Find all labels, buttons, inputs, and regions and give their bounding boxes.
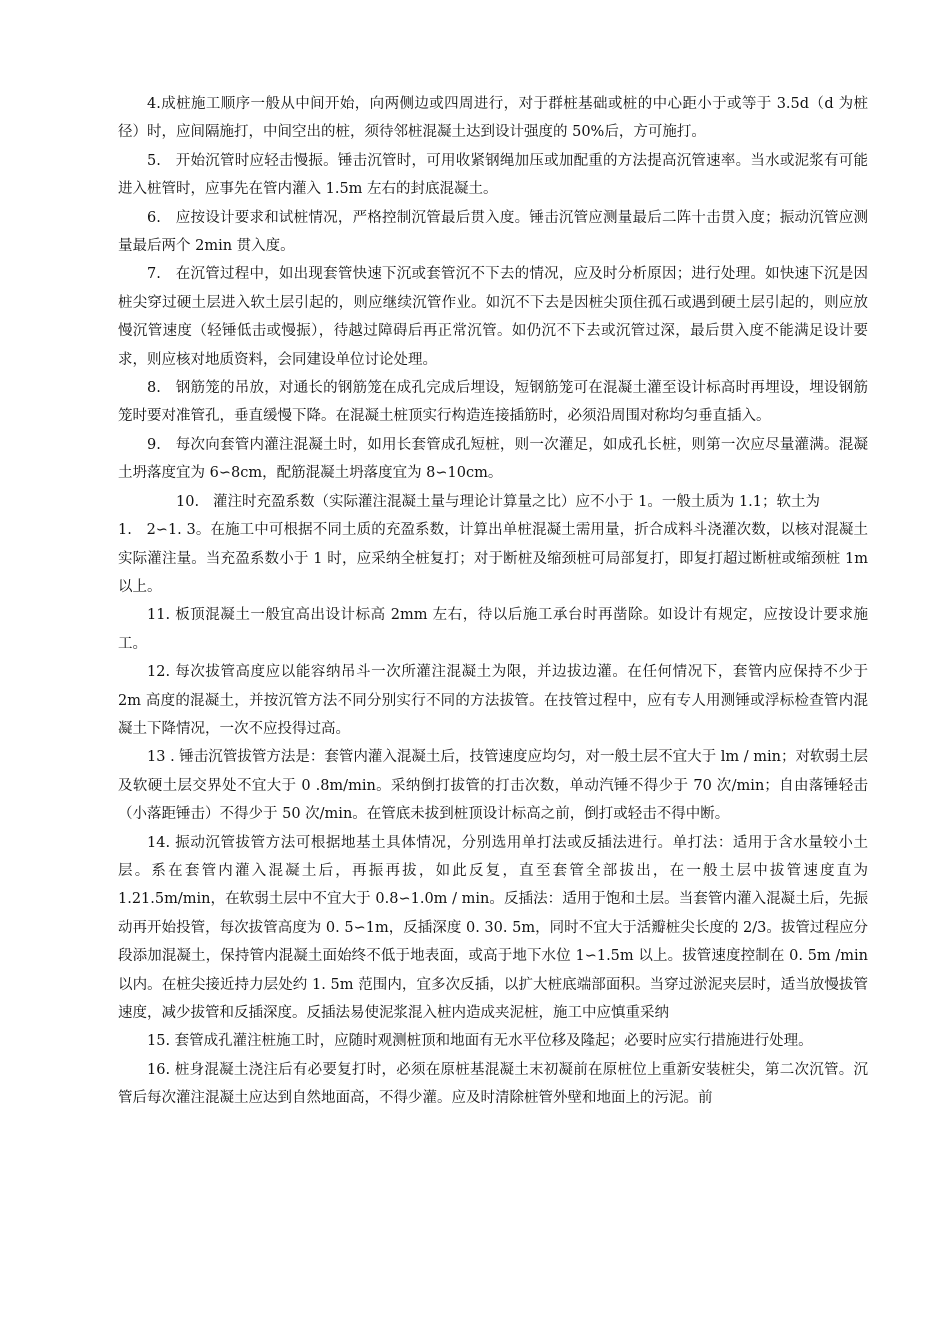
paragraph-16: 16. 桩身混凝土浇注后有必要复打时，必须在原桩基混凝土末初凝前在原桩位上重新安装桩尖，第二次沉管。沉管后每次灌注混凝土应达到自然地面高，不得少灌。应及时清除桩管外壁和地面上的污泥。前 bbox=[118, 1061, 868, 1107]
paragraph-13: 13 . 锤击沉管拔管方法是：套管内灌入混凝土后，技管速度应均匀，对一般土层不宜大于 lm / min；对软弱土层及软硬土层交界处不宜大于 0 .8m/min。采纳倒打拔管的打击次数，单动汽锤不得少于 70 次/min；自由落锤轻击（小落距锤击）不得少于 50 次/min。在管底未拔到桩顶设计标高之前，倒打或轻击不得中断。 bbox=[118, 749, 868, 823]
paragraph-10-number: 10. bbox=[176, 493, 200, 510]
document-body bbox=[118, 90, 868, 1113]
paragraph-9: 9. 每次向套管内灌注混凝土时，如用长套管成孔短桩，则一次灌足，如成孔长桩，则第一次应尽量灌满。混凝土坍落度宜为 6∽8cm，配筋混凝土坍落度宜为 8∽10cm。 bbox=[118, 436, 868, 482]
paragraph-15: 15. 套管成孔灌注桩施工时，应随时观测桩顶和地面有无水平位移及隆起；必要时应实行措施进行处理。 bbox=[147, 1033, 813, 1050]
paragraph-10-body: 1. 2∽1. 3。在施工中可根据不同土质的充盈系数，计算出单桩混凝土需用量，折合成料斗浇灌次数，以核对混凝土实际灌注量。当充盈系数小于 1 时，应采纳全桩复打；对于断桩及缩颈桩可局部复打，即复打超过断桩或缩颈桩 1m 以上。 bbox=[118, 522, 868, 595]
paragraph-7: 7. 在沉管过程中，如出现套管快速下沉或套管沉不下去的情况，应及时分析原因；进行处理。如快速下沉是因桩尖穿过硬土层进入软土层引起的，则应继续沉管作业。如沉不下去是因桩尖顶住孤石或遇到硬土层引起的，则应放慢沉管速度（轻锤低击或慢振），待越过障碍后再正常沉管。如仍沉不下去或沉管过深，最后贯入度不能满足设计要求，则应核对地质资料，会同建设单位讨论处理。 bbox=[118, 266, 868, 368]
paragraph-5: 5. 开始沉管时应轻击慢振。锤击沉管时，可用收紧钢绳加压或加配重的方法提高沉管速率。当水或泥浆有可能进入桩管时，应事先在管内灌入 1.5m 左右的封底混凝土。 bbox=[118, 152, 868, 198]
paragraph-10-head-text: 灌注时充盈系数（实际灌注混凝土量与理论计算量之比）应不小于 1。一般土质为 1.1；软土为 bbox=[213, 493, 820, 510]
paragraph-10 bbox=[118, 488, 868, 602]
paragraph-11: 11. 板顶混凝土一般宜高出设计标高 2mm 左右，待以后施工承台时再凿除。如设计有规定，应按设计要求施工。 bbox=[118, 607, 868, 652]
paragraph-4: 4.成桩施工顺序一般从中间开始，向两侧边或四周进行，对于群桩基础或桩的中心距小于或等于 3.5d（d 为桩径）时，应间隔施打，中间空出的桩，须待邻桩混凝土达到设计强度的 50%后，方可施打。 bbox=[118, 96, 868, 141]
paragraph-14: 14. 振动沉管拔管方法可根据地基土具体情况，分别选用单打法或反插法进行。单打法：适用于含水量较小土层。系在套管内灌入混凝土后，再振再拔，如此反复，直至套管全部拔出，在一般土层中拔管速度直为 1.21.5m/min，在软弱土层中不宜大于 0.8∽1.0m / min。反插法：适用于饱和土层。当套管内灌入混凝土后，先振动再开始投管，每次拔管高度为 0. 5∽1m，反插深度 0. 30. 5m，同时不宜大于活瓣桩尖长度的 2/3。拔管过程应分段添加混凝土，保持管内混凝土面始终不低于地表面，或高于地下水位 1∽1.5m 以上。拔管速度控制在 0. 5m /min 以内。在桩尖接近持力层处约 1. 5m 范围内，宜多次反插，以扩大桩底端部面积。当穿过淤泥夹层时，适当放慢拔管速度，减少拔管和反插深度。反插法易使泥浆混入桩内造成夹泥桩，施工中应慎重采纳 bbox=[118, 834, 868, 1021]
paragraph-12: 12. 每次拔管高度应以能容纳吊斗一次所灌注混凝土为限，并边拔边灌。在任何情况下，套管内应保持不少于 2m 高度的混凝土，并按沉管方法不同分别实行不同的方法拔管。在技管过程中，应有专人用测锤或浮标检查管内混凝土下降情况，一次不应投得过高。 bbox=[118, 664, 868, 737]
paragraph-10-head bbox=[118, 488, 868, 516]
paragraph-6: 6. 应按设计要求和试桩情况，严格控制沉管最后贯入度。锤击沉管应测量最后二阵十击贯入度；振动沉管应测量最后两个 2min 贯入度。 bbox=[118, 209, 868, 255]
paragraph-8: 8. 钢筋笼的吊放，对通长的钢筋笼在成孔完成后埋设，短钢筋笼可在混凝土灌至设计标高时再埋设，埋设钢筋笼时要对准管孔，垂直缓慢下降。在混凝土桩顶实行构造连接插筋时，必须沿周围对称均匀垂直插入。 bbox=[118, 380, 868, 425]
